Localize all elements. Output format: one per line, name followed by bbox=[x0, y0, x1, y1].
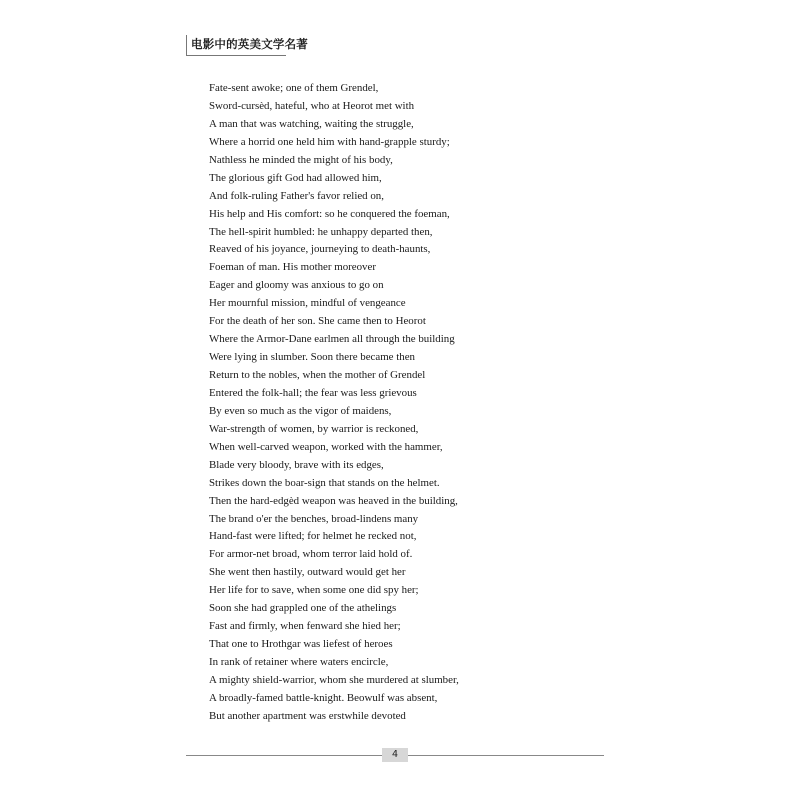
verse-line: War-strength of women, by warrior is reckoned, bbox=[209, 422, 419, 435]
verse-line: Fast and firmly, when fenward she hied her; bbox=[209, 620, 401, 633]
verse-body bbox=[209, 80, 629, 726]
verse-line: Sword-cursèd, hateful, who at Heorot met with bbox=[209, 99, 415, 112]
verse-line: Hand-fast were lifted; for helmet he recked not, bbox=[209, 530, 417, 543]
verse-line: Where a horrid one held him with hand-grapple sturdy; bbox=[209, 135, 450, 148]
verse-line: Blade very bloody, brave with its edges, bbox=[209, 458, 384, 471]
verse-line: Entered the folk-hall; the fear was less grievous bbox=[209, 386, 417, 399]
verse-line: The glorious gift God had allowed him, bbox=[209, 171, 382, 184]
verse-line: Reaved of his joyance, journeying to death-haunts, bbox=[209, 243, 431, 256]
verse-line: Strikes down the boar-sign that stands on the helmet. bbox=[209, 476, 440, 489]
verse-line: Were lying in slumber. Soon there became then bbox=[209, 351, 415, 364]
verse-line: Foeman of man. His mother moreover bbox=[209, 261, 376, 274]
footer-rule-right bbox=[408, 755, 604, 756]
verse-line: A man that was watching, waiting the struggle, bbox=[209, 117, 414, 130]
verse-line: His help and His comfort: so he conquered the foeman, bbox=[209, 207, 450, 220]
verse-line: The hell-spirit humbled: he unhappy departed then, bbox=[209, 225, 433, 238]
book-title: 电影中的英美文学名著 bbox=[191, 37, 308, 51]
verse-line: For the death of her son. She came then to Heorot bbox=[209, 315, 426, 328]
running-header bbox=[186, 35, 308, 56]
verse-line: Eager and gloomy was anxious to go on bbox=[209, 279, 384, 292]
verse-line: In rank of retainer where waters encircle, bbox=[209, 656, 389, 668]
verse-line: A mighty shield-warrior, whom she murdered at slumber, bbox=[209, 673, 459, 686]
verse-line: When well-carved weapon, worked with the hammer, bbox=[209, 440, 443, 453]
page-footer bbox=[186, 746, 604, 764]
verse-line: By even so much as the vigor of maidens, bbox=[209, 404, 392, 417]
verse-line: Soon she had grappled one of the athelings bbox=[209, 602, 397, 615]
verse-line: Nathless he minded the might of his body, bbox=[209, 153, 393, 166]
verse-line: She went then hastily, outward would get her bbox=[209, 566, 406, 579]
verse-line: And folk-ruling Father's favor relied on, bbox=[209, 189, 384, 202]
verse-line: For armor-net broad, whom terror laid hold of. bbox=[209, 548, 413, 561]
verse-line: Fate-sent awoke; one of them Grendel, bbox=[209, 82, 379, 94]
verse-line: Her mournful mission, mindful of vengeance bbox=[209, 297, 406, 310]
verse-line: Return to the nobles, when the mother of Grendel bbox=[209, 369, 426, 381]
verse-line: Then the hard-edgèd weapon was heaved in the building, bbox=[209, 494, 458, 507]
verse-line: That one to Hrothgar was liefest of heroes bbox=[209, 638, 393, 651]
page-number: 4 bbox=[382, 748, 408, 762]
verse-line: But another apartment was erstwhile devoted bbox=[209, 709, 406, 722]
verse-line: Where the Armor-Dane earlmen all through the building bbox=[209, 333, 455, 346]
footer-rule-left bbox=[186, 755, 382, 756]
verse-line: A broadly-famed battle-knight. Beowulf was absent, bbox=[209, 691, 438, 704]
verse-line: Her life for to save, when some one did spy her; bbox=[209, 584, 419, 597]
verse-line: The brand o'er the benches, broad-lindens many bbox=[209, 512, 419, 525]
